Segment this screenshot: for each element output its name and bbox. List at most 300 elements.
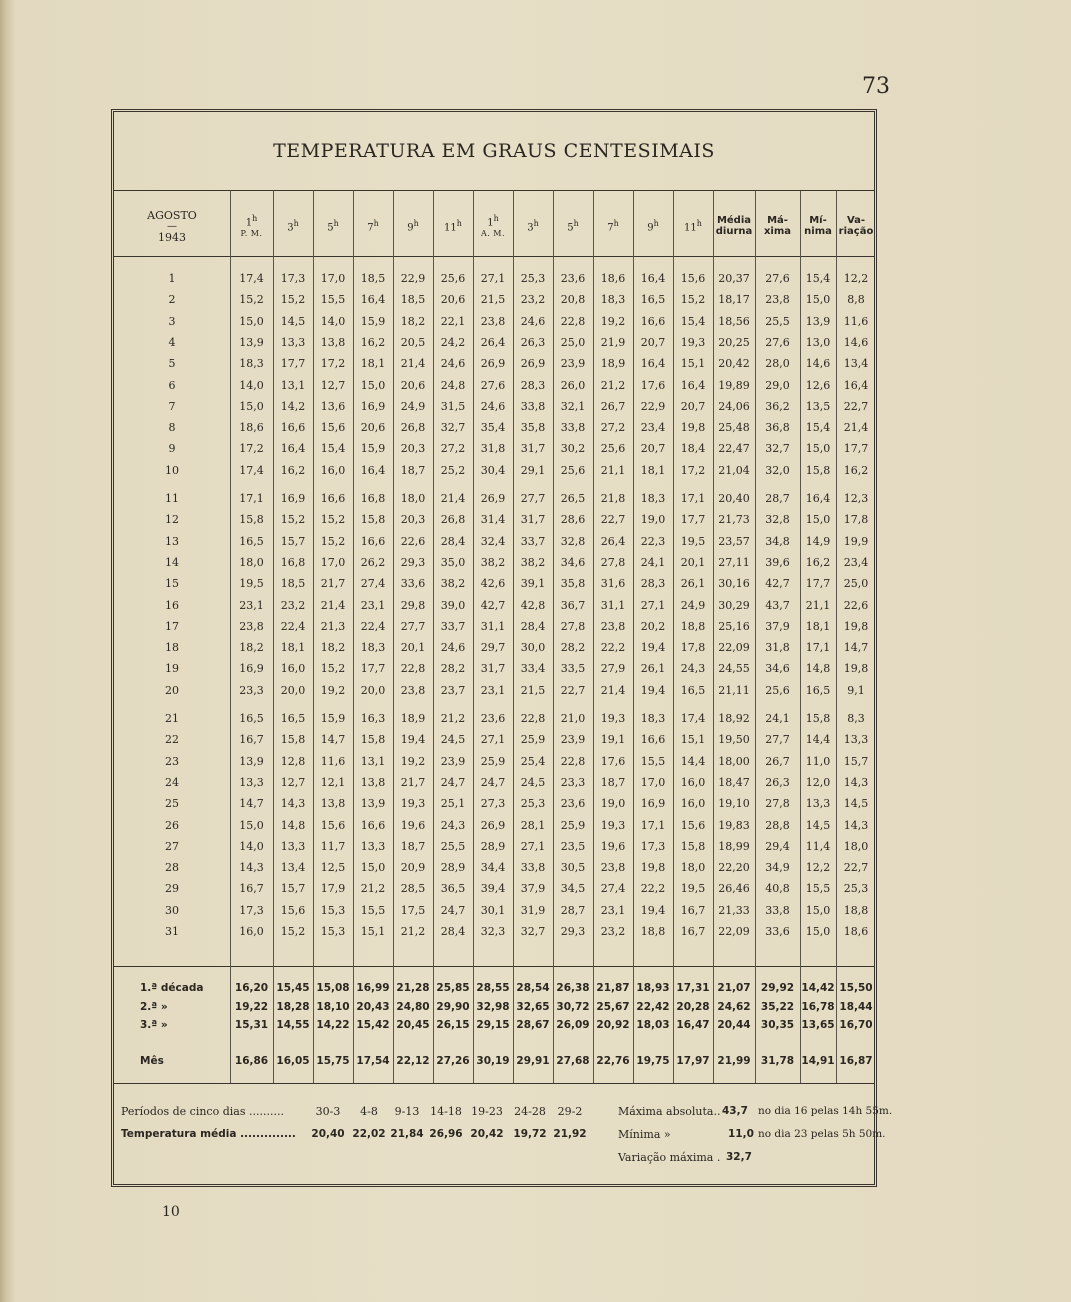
value-cell: 15,1 [680, 357, 706, 371]
var-max-value: 32,7 [726, 1151, 752, 1163]
value-cell: 26,1 [640, 662, 666, 676]
value-cell: 15,9 [360, 442, 386, 456]
value-cell: 16,2 [805, 555, 831, 569]
value-cell: 21,9 [600, 335, 626, 349]
value-cell: 19,5 [680, 534, 706, 548]
value-cell: 28,4 [440, 534, 466, 548]
value-cell: 20,0 [280, 683, 306, 697]
value-cell: 8,3 [847, 712, 865, 725]
table-row [0, 269, 1071, 289]
value-cell: 16,4 [360, 463, 386, 477]
value-cell: 19,8 [680, 421, 706, 435]
value-cell: 16,4 [843, 378, 869, 392]
value-cell: 33,4 [520, 662, 546, 676]
summary-value: 25,85 [436, 982, 470, 994]
summary-value: 32,65 [516, 1000, 550, 1013]
value-cell: 15,0 [360, 378, 386, 392]
summary-value: 14,91 [801, 1055, 835, 1067]
value-cell: 16,6 [640, 314, 666, 328]
value-cell: 13,3 [239, 775, 264, 789]
value-cell: 23,1 [600, 903, 626, 917]
value-cell: 19,6 [600, 839, 626, 853]
summary-value: 20,92 [596, 1019, 630, 1031]
value-cell: 15,2 [239, 293, 264, 307]
value-cell: 20,3 [400, 513, 426, 527]
table-row [0, 596, 1071, 616]
value-cell: 24,6 [480, 399, 506, 413]
summary-value: 29,15 [476, 1019, 510, 1031]
value-cell: 19,50 [718, 733, 750, 747]
value-cell: 31,1 [480, 619, 506, 633]
value-cell: 16,5 [280, 712, 306, 725]
value-cell: 17,2 [320, 357, 346, 371]
summary-value: 20,44 [717, 1019, 751, 1031]
value-cell: 16,3 [360, 712, 386, 725]
value-cell: 21,4 [400, 357, 426, 371]
value-cell: 14,0 [239, 378, 264, 392]
value-cell: 33,7 [440, 619, 466, 633]
value-cell: 14,8 [805, 662, 831, 676]
summary-value: 30,19 [476, 1055, 510, 1067]
value-cell: 11,6 [320, 754, 346, 768]
value-cell: 22,4 [280, 619, 306, 633]
value-cell: 22,9 [640, 399, 666, 413]
period-range: 19-23 [471, 1105, 503, 1118]
table-row [0, 574, 1071, 594]
value-cell: 24,2 [440, 335, 466, 349]
value-cell: 24,7 [440, 903, 466, 917]
column-hour-number: 9 [407, 222, 414, 234]
value-cell: 28,6 [560, 513, 586, 527]
value-cell: 16,4 [680, 378, 706, 392]
value-cell: 20,6 [360, 421, 386, 435]
value-cell: 14,9 [805, 534, 831, 548]
period-range: 29-2 [557, 1105, 583, 1118]
value-cell: 17,1 [805, 641, 831, 655]
column-hour-number: 5 [327, 222, 334, 234]
value-cell: 19,0 [600, 797, 626, 811]
value-cell: 27,9 [600, 662, 626, 676]
value-cell: 15,6 [680, 818, 706, 832]
value-cell: 28,2 [560, 641, 586, 655]
value-cell: 26,8 [400, 421, 426, 435]
value-cell: 20,1 [680, 555, 706, 569]
rule-above-summary [114, 966, 874, 967]
value-cell: 19,89 [718, 378, 750, 392]
day-cell: 8 [168, 421, 176, 435]
summary-value: 18,28 [276, 1000, 310, 1013]
value-cell: 21,8 [600, 492, 626, 505]
max-abs-value: 43,7 [722, 1105, 748, 1117]
column-hour-number: 3 [287, 222, 294, 234]
value-cell: 31,6 [600, 577, 626, 591]
value-cell: 13,1 [280, 378, 306, 392]
day-cell: 5 [168, 357, 176, 371]
value-cell: 35,4 [480, 421, 506, 435]
value-cell: 20,2 [640, 619, 666, 633]
value-cell: 18,9 [400, 712, 426, 725]
value-cell: 27,1 [520, 839, 546, 853]
value-cell: 18,3 [239, 357, 264, 371]
column-hour [407, 218, 419, 233]
value-cell: 14,5 [280, 314, 306, 328]
table-row [0, 418, 1071, 438]
value-cell: 20,3 [400, 442, 426, 456]
value-cell: 28,8 [765, 818, 790, 832]
value-cell: 18,7 [600, 775, 626, 789]
day-cell: 26 [165, 818, 179, 832]
header-month-year [114, 198, 230, 254]
value-cell: 25,0 [843, 577, 869, 591]
value-cell: 22,2 [600, 641, 626, 655]
value-cell: 16,6 [360, 818, 386, 832]
value-cell: 16,5 [239, 534, 264, 548]
value-cell: 33,6 [400, 577, 426, 591]
summary-value: 20,43 [356, 1000, 390, 1013]
summary-value: 16,78 [801, 1000, 835, 1013]
value-cell: 34,6 [560, 555, 586, 569]
value-cell: 40,8 [765, 882, 790, 896]
value-cell: 36,7 [560, 598, 586, 612]
value-cell: 36,8 [765, 421, 790, 435]
summary-value: 15,45 [276, 982, 310, 994]
table-row [0, 730, 1071, 750]
value-cell: 23,8 [239, 619, 264, 633]
summary-value: 29,90 [436, 1000, 470, 1013]
period-temp: 22,02 [352, 1128, 386, 1140]
value-cell: 30,29 [718, 598, 750, 612]
value-cell: 16,7 [680, 925, 706, 938]
column-header [513, 198, 553, 254]
value-cell: 39,0 [440, 598, 466, 612]
value-cell: 16,4 [640, 272, 666, 285]
value-cell: 34,6 [765, 662, 790, 676]
day-cell: 25 [165, 797, 179, 811]
value-cell: 23,57 [718, 534, 750, 548]
value-cell: 38,2 [440, 577, 466, 591]
value-cell: 22,8 [560, 314, 586, 328]
value-cell: 19,8 [843, 662, 869, 676]
value-cell: 39,1 [520, 577, 546, 591]
value-cell: 19,10 [718, 797, 750, 811]
period-range: 30-3 [315, 1105, 341, 1118]
value-cell: 15,3 [320, 925, 346, 938]
header-dash: — [167, 220, 177, 232]
value-cell: 15,0 [360, 861, 386, 875]
column-hour-sup: h [293, 219, 299, 229]
value-cell: 27,7 [400, 619, 426, 633]
value-cell: 14,4 [805, 733, 831, 747]
value-cell: 30,4 [480, 463, 506, 477]
value-cell: 32,0 [765, 463, 790, 477]
column-hour-sup: h [533, 219, 539, 229]
value-cell: 29,1 [520, 463, 546, 477]
value-cell: 22,1 [440, 314, 466, 328]
value-cell: 19,0 [640, 513, 666, 527]
value-cell: 24,06 [718, 399, 750, 413]
value-cell: 15,0 [805, 442, 831, 456]
value-cell: 17,7 [280, 357, 306, 371]
value-cell: 32,7 [520, 925, 546, 938]
day-cell: 29 [165, 882, 179, 896]
summary-value: 14,22 [316, 1019, 350, 1031]
summary-value: 17,97 [676, 1055, 710, 1067]
value-cell: 25,6 [765, 683, 790, 697]
value-cell: 19,9 [843, 534, 869, 548]
value-cell: 35,8 [560, 577, 586, 591]
value-cell: 23,9 [560, 733, 586, 747]
value-cell: 29,8 [400, 598, 426, 612]
day-cell: 17 [165, 619, 179, 633]
table-row [0, 461, 1071, 481]
value-cell: 23,6 [480, 712, 506, 725]
value-cell: 26,3 [765, 775, 790, 789]
value-cell: 25,3 [843, 882, 869, 896]
value-cell: 20,7 [640, 335, 666, 349]
table-row [0, 879, 1071, 899]
value-cell: 15,5 [805, 882, 831, 896]
value-cell: 35,8 [520, 421, 546, 435]
value-cell: 17,1 [680, 492, 706, 505]
periods-label: Períodos de cinco dias .......... [121, 1105, 284, 1118]
value-cell: 15,6 [320, 818, 346, 832]
value-cell: 19,4 [640, 683, 666, 697]
value-cell: 18,1 [360, 357, 386, 371]
value-cell: 13,9 [239, 335, 264, 349]
value-cell: 17,2 [680, 463, 706, 477]
value-cell: 31,5 [440, 399, 466, 413]
value-cell: 25,0 [560, 335, 586, 349]
value-cell: 21,11 [718, 683, 750, 697]
value-cell: 28,3 [520, 378, 546, 392]
table-row [0, 816, 1071, 836]
summary-label: 1.ª década [140, 982, 204, 994]
value-cell: 14,7 [843, 641, 869, 655]
value-cell: 34,9 [765, 861, 790, 875]
value-cell: 22,7 [843, 399, 869, 413]
table-row [0, 333, 1071, 353]
value-cell: 18,1 [640, 463, 666, 477]
value-cell: 17,6 [600, 754, 626, 768]
value-cell: 28,7 [560, 903, 586, 917]
period-temp: 26,96 [429, 1128, 463, 1140]
value-cell: 28,3 [640, 577, 666, 591]
value-cell: 13,5 [805, 399, 831, 413]
value-cell: 18,9 [600, 357, 626, 371]
value-cell: 38,2 [520, 555, 546, 569]
value-cell: 24,9 [680, 598, 706, 612]
value-cell: 32,8 [560, 534, 586, 548]
value-cell: 18,0 [239, 555, 264, 569]
table-row [0, 858, 1071, 878]
value-cell: 18,6 [843, 925, 869, 938]
value-cell: 24,55 [718, 662, 750, 676]
value-cell: 15,2 [680, 293, 706, 307]
value-cell: 33,8 [520, 861, 546, 875]
day-cell: 14 [165, 555, 179, 569]
value-cell: 37,9 [520, 882, 546, 896]
value-cell: 27,3 [480, 797, 506, 811]
value-cell: 39,4 [480, 882, 506, 896]
value-cell: 14,6 [843, 335, 869, 349]
table-row [0, 553, 1071, 573]
value-cell: 23,1 [480, 683, 506, 697]
column-hour [327, 218, 339, 233]
value-cell: 22,8 [560, 754, 586, 768]
column-header [836, 198, 876, 254]
column-header [593, 198, 633, 254]
column-hour [287, 218, 299, 233]
value-cell: 31,1 [600, 598, 626, 612]
value-cell: 9,1 [847, 683, 865, 697]
value-cell: 20,7 [640, 442, 666, 456]
value-cell: 17,7 [843, 442, 869, 456]
value-cell: 12,0 [805, 775, 831, 789]
value-cell: 36,5 [440, 882, 466, 896]
value-cell: 27,11 [718, 555, 750, 569]
value-cell: 16,0 [680, 797, 706, 811]
value-cell: 26,9 [480, 357, 506, 371]
value-cell: 16,4 [280, 442, 306, 456]
value-cell: 19,6 [400, 818, 426, 832]
value-cell: 21,7 [400, 775, 426, 789]
value-cell: 33,8 [765, 903, 790, 917]
summary-value: 18,03 [636, 1019, 670, 1031]
value-cell: 21,2 [360, 882, 386, 896]
value-cell: 17,3 [280, 272, 306, 285]
value-cell: 18,1 [280, 641, 306, 655]
value-cell: 17,7 [805, 577, 831, 591]
value-cell: 26,9 [520, 357, 546, 371]
value-cell: 33,8 [560, 421, 586, 435]
value-cell: 20,0 [360, 683, 386, 697]
value-cell: 25,3 [520, 272, 546, 285]
value-cell: 13,4 [280, 861, 306, 875]
value-cell: 25,5 [440, 839, 466, 853]
summary-value: 26,38 [556, 982, 590, 994]
value-cell: 22,6 [400, 534, 426, 548]
value-cell: 17,0 [640, 775, 666, 789]
value-cell: 22,3 [640, 534, 666, 548]
column-hour-sup: h [373, 219, 379, 229]
value-cell: 34,5 [560, 882, 586, 896]
value-cell: 19,2 [400, 754, 426, 768]
day-cell: 9 [168, 442, 176, 456]
value-cell: 17,4 [239, 463, 264, 477]
value-cell: 15,2 [320, 662, 346, 676]
value-cell: 24,5 [440, 733, 466, 747]
column-header [473, 198, 513, 254]
value-cell: 20,9 [400, 861, 426, 875]
value-cell: 16,8 [360, 492, 386, 505]
value-cell: 12,7 [320, 378, 346, 392]
summary-value: 15,08 [316, 982, 350, 994]
value-cell: 21,1 [600, 463, 626, 477]
table-row [0, 290, 1071, 310]
value-cell: 25,48 [718, 421, 750, 435]
day-cell: 1 [168, 272, 176, 285]
summary-value: 28,67 [516, 1019, 550, 1031]
value-cell: 31,4 [480, 513, 506, 527]
value-cell: 25,4 [520, 754, 546, 768]
column-hour-number: 3 [527, 222, 534, 234]
value-cell: 16,5 [640, 293, 666, 307]
value-cell: 19,8 [640, 861, 666, 875]
value-cell: 26,0 [560, 378, 586, 392]
value-cell: 16,5 [805, 683, 831, 697]
summary-value: 14,42 [801, 982, 835, 994]
value-cell: 30,5 [560, 861, 586, 875]
value-cell: 12,3 [843, 492, 869, 505]
table-row [0, 617, 1071, 637]
value-cell: 21,2 [400, 925, 426, 938]
value-cell: 26,5 [560, 492, 586, 505]
day-cell: 6 [168, 378, 176, 392]
value-cell: 26,9 [480, 492, 506, 505]
value-cell: 21,33 [718, 903, 750, 917]
value-cell: 27,8 [765, 797, 790, 811]
temp-mean-label: Temperatura média .............. [121, 1128, 296, 1140]
value-cell: 26,1 [680, 577, 706, 591]
summary-value: 15,75 [316, 1055, 350, 1067]
value-cell: 33,5 [560, 662, 586, 676]
day-cell: 20 [165, 683, 179, 697]
value-cell: 19,8 [843, 619, 869, 633]
value-cell: 16,5 [680, 683, 706, 697]
value-cell: 19,3 [680, 335, 706, 349]
value-cell: 13,3 [805, 797, 831, 811]
summary-value: 16,05 [276, 1055, 310, 1067]
value-cell: 27,7 [520, 492, 546, 505]
value-cell: 23,8 [600, 619, 626, 633]
value-cell: 22,6 [843, 598, 869, 612]
value-cell: 16,7 [680, 903, 706, 917]
value-cell: 26,4 [600, 534, 626, 548]
value-cell: 23,3 [560, 775, 586, 789]
value-cell: 15,5 [360, 903, 386, 917]
value-cell: 25,3 [520, 797, 546, 811]
summary-value: 16,87 [839, 1055, 873, 1067]
max-abs-text: no dia 16 pelas 14h 55m. [758, 1105, 893, 1117]
value-cell: 22,4 [360, 619, 386, 633]
value-cell: 20,6 [440, 293, 466, 307]
column-period: A. M. [480, 229, 506, 239]
value-cell: 23,6 [560, 272, 586, 285]
column-hour-sup: h [413, 219, 419, 229]
summary-value: 22,12 [396, 1055, 430, 1067]
value-cell: 27,1 [480, 733, 506, 747]
value-cell: 21,0 [560, 712, 586, 725]
table-row [0, 901, 1071, 921]
value-cell: 19,4 [640, 903, 666, 917]
value-cell: 17,9 [320, 882, 346, 896]
value-cell: 18,8 [843, 903, 869, 917]
value-cell: 24,7 [440, 775, 466, 789]
value-cell: 20,6 [400, 378, 426, 392]
value-cell: 17,8 [843, 513, 869, 527]
value-cell: 14,0 [239, 839, 264, 853]
value-cell: 29,7 [480, 641, 506, 655]
value-cell: 28,4 [520, 619, 546, 633]
day-cell: 3 [168, 314, 176, 328]
value-cell: 27,2 [600, 421, 626, 435]
summary-value: 14,55 [276, 1019, 310, 1031]
value-cell: 14,3 [280, 797, 306, 811]
rule-under-title [114, 190, 874, 191]
summary-value: 22,76 [596, 1055, 630, 1067]
value-cell: 38,2 [480, 555, 506, 569]
value-cell: 23,6 [560, 797, 586, 811]
